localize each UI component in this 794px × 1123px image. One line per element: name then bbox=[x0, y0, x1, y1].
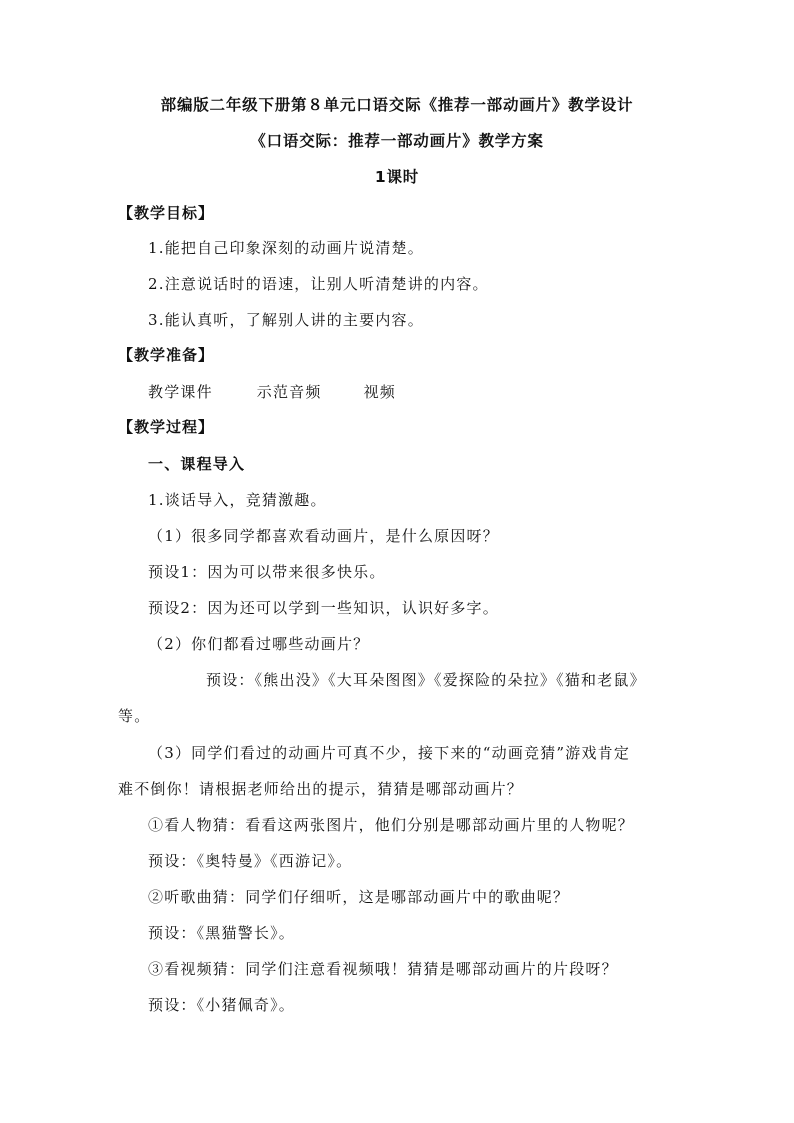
objectives-heading: 【教学目标】 bbox=[118, 204, 215, 222]
preparation-list bbox=[148, 382, 396, 402]
question-text: （3）同学们看过的动画片可真不少，接下来的“动画竞猜”游戏肯定 bbox=[148, 744, 631, 762]
question-text: （2）你们都看过哪些动画片？ bbox=[148, 635, 370, 653]
objective-item: 2.注意说话时的语速，让别人听清楚讲的内容。 bbox=[148, 275, 489, 293]
preparation-heading: 【教学准备】 bbox=[118, 346, 215, 364]
objective-item: 1.能把自己印象深刻的动画片说清楚。 bbox=[148, 239, 424, 257]
period-label: 1课时 bbox=[374, 168, 420, 186]
subtitle: 《口语交际：推荐一部动画片》教学方案 bbox=[250, 132, 544, 150]
question-text: （1）很多同学都喜欢看动画片，是什么原因呀？ bbox=[148, 527, 499, 545]
step-text: 1.谈话导入，竞猜激趣。 bbox=[148, 491, 327, 509]
preparation-item: 视频 bbox=[363, 383, 396, 401]
preparation-item: 示范音频 bbox=[256, 383, 322, 401]
game-text: ①看人物猜：看看这两张图片，他们分别是哪部动画片里的人物呢？ bbox=[148, 816, 635, 834]
answer-text: 预设：《奥特曼》《西游记》。 bbox=[148, 852, 353, 870]
game-text: ③看视频猜：同学们注意看视频哦！猜猜是哪部动画片的片段呀？ bbox=[148, 960, 618, 978]
answer-text: 预设：《黑猫警长》。 bbox=[148, 924, 296, 942]
answer-text: 预设：《小猪佩奇》。 bbox=[148, 996, 296, 1014]
answer-text: 预设：《熊出没》《大耳朵图图》《爱探险的朵拉》《猫和老鼠》 bbox=[206, 671, 646, 689]
process-heading: 【教学过程】 bbox=[118, 418, 215, 436]
preparation-item: 教学课件 bbox=[148, 383, 213, 401]
objective-item: 3.能认真听，了解别人讲的主要内容。 bbox=[148, 311, 424, 329]
answer-text: 等。 bbox=[118, 707, 151, 725]
question-text: 难不倒你！请根据老师给出的提示，猜猜是哪部动画片？ bbox=[118, 780, 524, 798]
game-text: ②听歌曲猜：同学们仔细听，这是哪部动画片中的歌曲呢？ bbox=[148, 888, 570, 906]
section-heading: 一、课程导入 bbox=[148, 455, 246, 473]
main-title: 部编版二年级下册第８单元口语交际《推荐一部动画片》教学设计 bbox=[160, 96, 634, 114]
answer-text: 预设2：因为还可以学到一些知识，认识好多字。 bbox=[148, 599, 499, 617]
answer-text: 预设1：因为可以带来很多快乐。 bbox=[148, 563, 386, 581]
